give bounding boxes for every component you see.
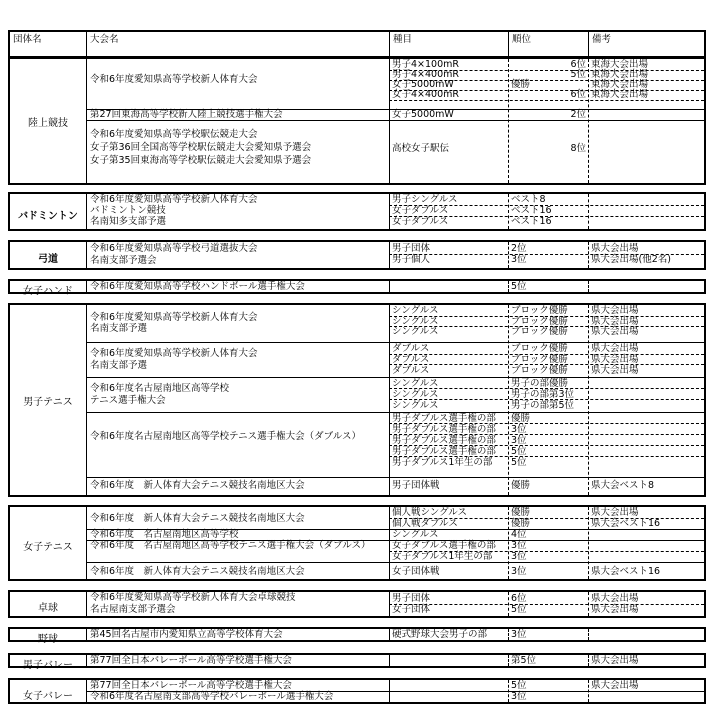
tournament-name: 令和6年度 名古屋南地区高等学校テニス選手権大会（ダブルス） (90, 540, 371, 551)
rank-cell: 第5位 (511, 655, 537, 666)
rank-cell: 5位 (511, 446, 527, 457)
event-cell: シングルス (392, 400, 439, 411)
note-cell: 県大会出場 (591, 243, 639, 254)
note-cell: 県大会出場 (591, 343, 639, 354)
event-cell: 女子ダブルス1年生の部 (392, 551, 493, 562)
event-cell: 女子5000mW (392, 79, 454, 90)
group-name: 女子ハンド (23, 286, 73, 297)
tournament-name: 女子第35回東海高等学校駅伝競走大会愛知県予選会 (90, 155, 312, 166)
tournament-name: 令和6年度名古屋南支部高等学校バレーボール選手権大会 (90, 691, 334, 702)
rank-cell: ブロック優勝 (511, 354, 568, 365)
rank-cell: 3位 (511, 551, 527, 562)
event-cell: 男子ダブルス選手権の部 (392, 435, 496, 446)
tournament-name: 令和6年度 新人体育大会テニス競技名南地区大会 (90, 513, 305, 524)
tournament-name: 令和6年度愛知県高等学校新人体育大会 (90, 348, 258, 359)
event-cell: シングルス (392, 529, 439, 540)
rank-cell: 3位 (511, 254, 527, 265)
group-name: 男子テニス (23, 397, 73, 408)
note-cell: 県大会ベスト16 (591, 518, 661, 529)
event-cell: 男子4×100mR (392, 59, 459, 70)
event-cell: 男子個人 (392, 254, 431, 265)
event-cell: 個人戦シングルス (392, 507, 468, 518)
block-table-tennis (8, 590, 706, 618)
rank-cell: 6位 (570, 89, 586, 100)
block-boys-volleyball (8, 653, 706, 671)
event-cell: シングルス (392, 389, 439, 400)
tournament-name: 令和6年度 名古屋南地区高等学校 (90, 529, 239, 540)
block-athletics (8, 57, 706, 185)
event-cell: 男子シングルス (392, 194, 458, 205)
event-cell: 男子ダブルス選手権の部 (392, 413, 496, 424)
rank-cell: 3位 (511, 629, 527, 640)
event-cell: 硬式野球大会男子の部 (392, 629, 488, 640)
tournament-name: 名古屋南支部予選会 (90, 604, 176, 615)
block-handball (8, 279, 706, 297)
note-cell: 東海大会出場 (591, 59, 649, 70)
note-cell: 県大会出場 (591, 365, 639, 376)
rank-cell: 4位 (511, 529, 527, 540)
event-cell: 個人戦ダブルス (392, 518, 458, 529)
rank-cell: 3位 (511, 691, 527, 702)
rank-cell: 5位 (570, 69, 586, 80)
note-cell: 東海大会出場 (591, 89, 649, 100)
tournament-name: 令和6年度名古屋南地区高等学校テニス選手権大会（ダブルス） (90, 431, 362, 442)
event-cell: 女子5000mW (392, 109, 454, 120)
rank-cell: 5位 (511, 604, 527, 615)
rank-cell: 優勝 (511, 507, 531, 518)
group-name: 女子バレー (23, 691, 73, 702)
tournament-name: 令和6年度愛知県高等学校ハンドボール選手権大会 (90, 281, 305, 292)
group-name: 弓道 (38, 254, 58, 265)
rank-cell: ブロック優勝 (511, 343, 568, 354)
rank-cell: 優勝 (511, 518, 531, 529)
group-name: 卓球 (38, 603, 58, 614)
tournament-name: 第27回東海高等学校新人陸上競技選手権大会 (90, 109, 283, 120)
note-cell: 県大会ベスト8 (591, 480, 655, 491)
block-girls-tennis (8, 505, 706, 581)
group-name: 野球 (38, 634, 58, 645)
event-cell: ダブルス (392, 343, 430, 354)
rank-cell: ベスト8 (511, 194, 546, 205)
event-cell: シングルス (392, 316, 439, 327)
rank-cell: 優勝 (511, 480, 531, 491)
rank-cell: 5位 (511, 457, 527, 468)
note-cell: 県大会出場 (591, 604, 639, 615)
event-cell: 女子ダブルス選手権の部 (392, 540, 496, 551)
event-cell: ダブルス (392, 354, 430, 365)
tournament-name: 令和6年度愛知県高等学校新人体育大会 (90, 194, 258, 205)
group-name: バドミントン (18, 211, 78, 222)
header-rank: 順位 (512, 34, 532, 45)
event-cell: 男子ダブルス1年生の部 (392, 457, 493, 468)
block-baseball (8, 627, 706, 645)
rank-cell: 3位 (511, 424, 527, 435)
tournament-name: 令和6年度愛知県高等学校新人体育大会 (90, 74, 258, 85)
rank-cell: 6位 (570, 59, 586, 70)
event-cell: ダブルス (392, 365, 430, 376)
rank-cell: ベスト16 (511, 205, 552, 216)
note-cell: 県大会出場 (591, 593, 639, 604)
tournament-name: 名南支部予選 (90, 360, 148, 371)
rank-cell: 3位 (511, 435, 527, 446)
event-cell: シングルス (392, 326, 439, 337)
event-cell: 女子団体 (392, 604, 431, 615)
rank-cell: 優勝 (511, 79, 531, 90)
note-cell: 県大会出場 (591, 655, 639, 666)
rank-cell: 男子の部優勝 (511, 378, 569, 389)
event-cell: 女子ダブルス (392, 205, 449, 216)
tournament-name: 第77回全日本バレーボール高等学校選手権大会 (90, 655, 292, 666)
tournament-name: 令和6年度名古屋南地区高等学校 (90, 383, 230, 394)
block-kyudo (8, 240, 706, 270)
tournament-name: 令和6年度愛知県高等学校新人体育大会 (90, 312, 258, 323)
tournament-name: 女子第36回全国高等学校駅伝競走大会愛知県予選会 (90, 142, 312, 153)
block-girls-volleyball (8, 678, 706, 704)
rank-cell: 3位 (511, 540, 527, 551)
tournament-name: 令和6年度愛知県高等学校駅伝競走大会 (90, 129, 258, 140)
note-cell: 県大会出場 (591, 316, 639, 327)
rank-cell: 男子の部第5位 (511, 400, 575, 411)
event-cell: シングルス (392, 378, 439, 389)
block-boys-tennis (8, 303, 706, 497)
tournament-name: 第77回全日本バレーボール高等学校選手権大会 (90, 680, 292, 691)
event-cell: シングルス (392, 305, 439, 316)
rank-cell: ブロック優勝 (511, 305, 568, 316)
rank-cell: 5位 (511, 281, 527, 292)
event-cell: 高校女子駅伝 (392, 143, 450, 154)
note-cell: 県大会出場(他2名) (591, 254, 671, 265)
note-cell: 東海大会出場 (591, 69, 649, 80)
note-cell: 県大会ベスト16 (591, 566, 661, 577)
event-cell: 男子ダブルス選手権の部 (392, 424, 496, 435)
rank-cell: ブロック優勝 (511, 365, 568, 376)
event-cell: 男子団体戦 (392, 480, 440, 491)
note-cell: 県大会出場 (591, 305, 639, 316)
tournament-name: 令和6年度 新人体育大会テニス競技名南地区大会 (90, 566, 305, 577)
group-name: 女子テニス (23, 542, 73, 553)
tournament-name: 名南知多支部予選 (90, 216, 167, 227)
tournament-name: 令和6年度愛知県高等学校新人体育大会卓球競技 (90, 592, 296, 603)
event-cell: 男子ダブルス選手権の部 (392, 446, 496, 457)
tournament-name: 令和6年度愛知県高等学校弓道選抜大会 (90, 243, 258, 254)
tournament-name: テニス選手権大会 (90, 395, 166, 406)
event-cell: 女子4×400mR (392, 89, 459, 100)
rank-cell: 3位 (511, 566, 527, 577)
header-note: 備考 (592, 34, 612, 45)
tournament-name: 第45回名古屋市内愛知県立高等学校体育大会 (90, 629, 283, 640)
rank-cell: ブロック優勝 (511, 326, 568, 337)
header-tournament: 大会名 (90, 34, 119, 45)
header-event: 種目 (393, 34, 413, 45)
group-name: 陸上競技 (28, 118, 68, 129)
note-cell: 県大会出場 (591, 507, 639, 518)
event-cell: 男子団体 (392, 243, 431, 254)
header-block (8, 30, 706, 58)
note-cell: 県大会出場 (591, 326, 639, 337)
event-cell: 男子団体 (392, 593, 431, 604)
rank-cell: 2位 (511, 243, 527, 254)
rank-cell: 5位 (511, 680, 527, 691)
rank-cell: 優勝 (511, 413, 531, 424)
tournament-name: 名南支部予選会 (90, 255, 157, 266)
block-badminton (8, 192, 706, 231)
tournament-name: バドミントン競技 (90, 205, 166, 216)
header-group: 団体名 (13, 34, 42, 45)
note-cell: 県大会出場 (591, 354, 639, 365)
rank-cell: 6位 (511, 593, 527, 604)
rank-cell: 8位 (570, 143, 586, 154)
group-name: 男子バレー (23, 660, 73, 671)
event-cell: 女子団体戦 (392, 566, 440, 577)
event-cell: 男子4×400mR (392, 69, 459, 80)
rank-cell: ベスト16 (511, 216, 552, 227)
note-cell: 東海大会出場 (591, 79, 649, 90)
event-cell: 女子ダブルス (392, 216, 449, 227)
rank-cell: 男子の部第3位 (511, 389, 575, 400)
rank-cell: ブロック優勝 (511, 316, 568, 327)
tournament-name: 令和6年度 新人体育大会テニス競技名南地区大会 (90, 480, 305, 491)
note-cell: 県大会出場 (591, 680, 639, 691)
tournament-name: 名南支部予選 (90, 323, 148, 334)
rank-cell: 2位 (570, 109, 586, 120)
